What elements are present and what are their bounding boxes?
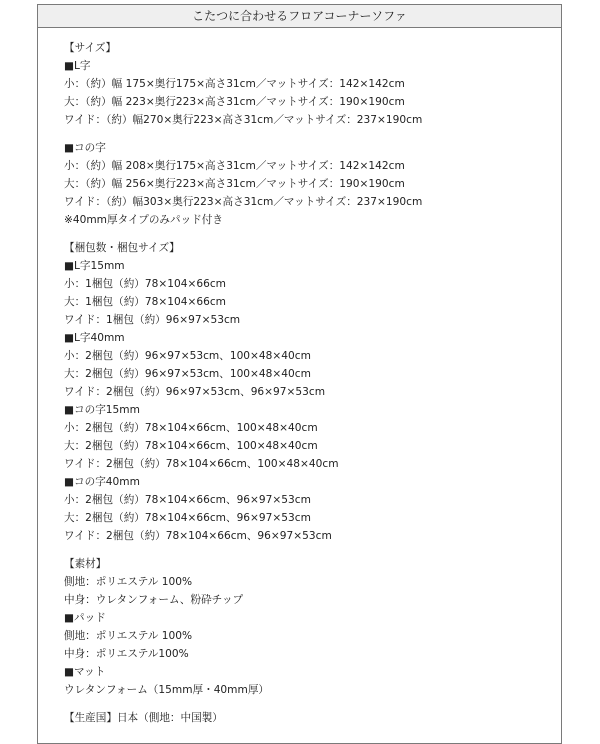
spec-table [37,4,562,744]
section-gap [64,699,561,709]
section-gap [64,129,561,139]
spec-content [38,28,561,727]
spec-line: 小：2梱包（約）96×97×53cm、100×48×40cm [64,350,311,362]
spec-line: 大：2梱包（約）78×104×66cm、96×97×53cm [64,512,311,524]
section-gap [64,229,561,239]
spec-line: ■L字40mm [64,332,125,344]
spec-line: ワイド：2梱包（約）78×104×66cm、100×48×40cm [64,458,339,470]
spec-line: 小：1梱包（約）78×104×66cm [64,278,226,290]
table-header [38,5,561,28]
spec-line: ワイド：1梱包（約）96×97×53cm [64,314,241,326]
spec-line: 大：1梱包（約）78×104×66cm [64,296,226,308]
spec-line: 小：2梱包（約）78×104×66cm、100×48×40cm [64,422,318,434]
spec-line: ■L字15mm [64,260,125,272]
spec-line: 大：2梱包（約）96×97×53cm、100×48×40cm [64,368,311,380]
spec-line: ■コの字15mm [64,404,140,416]
spec-section [64,39,561,129]
spec-line: 小：（約）幅 175×奥行175×高さ31cm／マットサイズ：142×142cm [64,78,405,90]
spec-line: ■L字 [64,60,91,72]
spec-section [64,139,561,229]
spec-line: ■マット [64,666,106,678]
spec-section [64,709,561,727]
spec-line: ワイド：2梱包（約）78×104×66cm、96×97×53cm [64,530,332,542]
spec-line: ■コの字 [64,142,106,154]
spec-section [64,239,561,545]
spec-line: 大：2梱包（約）78×104×66cm、100×48×40cm [64,440,318,452]
spec-line: 【梱包数・梱包サイズ】 [64,242,180,254]
spec-section [64,555,561,699]
spec-line: 【生産国】日本（側地：中国製） [64,712,223,724]
spec-line: ウレタンフォーム（15mm厚・40mm厚） [64,684,270,696]
spec-line: 側地：ポリエステル 100% [64,630,193,642]
spec-line: 小：（約）幅 208×奥行175×高さ31cm／マットサイズ：142×142cm [64,160,405,172]
spec-line: 大：（約）幅 223×奥行223×高さ31cm／マットサイズ：190×190cm [64,96,405,108]
spec-line: 中身：ポリエステル100% [64,648,189,660]
page-title: こたつに合わせるフロアコーナーソファ [192,9,407,23]
spec-line: ワイド：（約）幅303×奥行223×高さ31cm／マットサイズ：237×190cm [64,196,423,208]
spec-line: 大：（約）幅 256×奥行223×高さ31cm／マットサイズ：190×190cm [64,178,405,190]
spec-line: ワイド：（約）幅270×奥行223×高さ31cm／マットサイズ：237×190cm [64,114,423,126]
spec-line: 【サイズ】 [64,42,117,54]
spec-line: ■パッド [64,612,106,624]
spec-line: 小：2梱包（約）78×104×66cm、96×97×53cm [64,494,311,506]
section-gap [64,545,561,555]
spec-line: ※40mm厚タイプのみパッド付き [64,214,223,226]
spec-line: 中身：ウレタンフォーム、粉砕チップ [64,594,244,606]
spec-line: ワイド：2梱包（約）96×97×53cm、96×97×53cm [64,386,326,398]
spec-line: 【素材】 [64,558,107,570]
spec-line: ■コの字40mm [64,476,140,488]
spec-line: 側地：ポリエステル 100% [64,576,193,588]
